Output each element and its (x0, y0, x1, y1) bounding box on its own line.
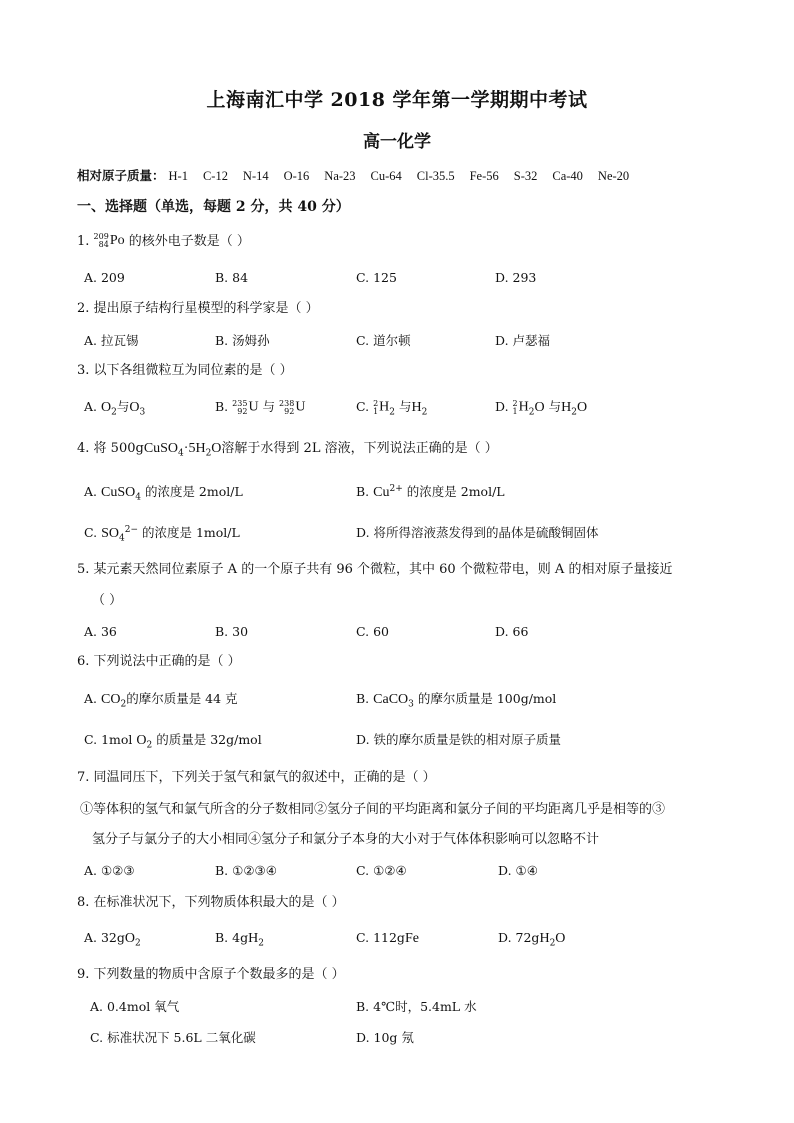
option-text: 的摩尔质量是 100g/mol (417, 691, 557, 706)
option-c: C. 125 (356, 270, 397, 285)
element-symbol: H (518, 399, 529, 415)
nuclide-h2 (373, 398, 389, 417)
option-d: D. ①④ (498, 863, 538, 878)
option-a: A. 209 (84, 270, 125, 285)
question-6-stem: 6. 下列说法中正确的是（ ） (77, 654, 241, 669)
option-b (215, 398, 305, 417)
atomic-number: 92 (237, 406, 248, 416)
option-label: A. (84, 484, 98, 499)
formula: SO (101, 526, 119, 541)
formula: H (539, 931, 550, 946)
option-label: B. (356, 691, 370, 706)
option-b (356, 483, 505, 502)
option-text: A. 32g (84, 930, 125, 945)
option-d: D. 10g 氖 (356, 1030, 414, 1045)
question-1-stem (77, 232, 250, 251)
subscript: 2 (135, 938, 141, 949)
formula: CuSO (143, 441, 179, 456)
question-number: 1. (77, 233, 90, 249)
option-text: 的摩尔质量是 44 克 (126, 691, 238, 706)
mass-number: 209 (93, 232, 109, 241)
option-a (84, 690, 238, 709)
option-text: D. 72g (498, 930, 540, 945)
atomic-mass-item: C-12 (202, 169, 228, 183)
subscript: 3 (408, 699, 414, 710)
subscript: 4 (178, 448, 184, 459)
atomic-mass-item: Ne-20 (597, 169, 630, 183)
option-label: C. (84, 525, 98, 540)
element-symbol: H (379, 399, 390, 415)
atomic-number: 92 (284, 406, 295, 416)
option-text: B. 4g (215, 930, 249, 945)
atomic-number: 1 (512, 406, 518, 416)
atomic-number: 1 (373, 406, 379, 416)
subscript: 2 (146, 740, 153, 751)
option-d: D. 293 (495, 270, 537, 285)
nuclide-po (94, 232, 125, 251)
question-3-stem: 3. 以下各组微粒互为同位素的是（ ） (77, 363, 293, 378)
nuclide-u235 (232, 398, 258, 417)
formula: H (248, 931, 259, 946)
option-label: C. 1mol (84, 732, 133, 747)
option-label: B. (215, 399, 229, 414)
subscript: 2 (528, 407, 535, 418)
question-5-continuation: （ ） (92, 593, 123, 608)
exam-title: 上海南汇中学 2018 学年第一学期期中考试 (206, 89, 588, 111)
option-d (498, 929, 565, 948)
option-label: B. (356, 484, 370, 499)
option-label: A. (84, 691, 98, 706)
formula: CO (101, 692, 121, 707)
option-b: B. 30 (215, 624, 249, 639)
element-symbol: Po (109, 233, 125, 248)
subscript: 2 (205, 448, 212, 459)
formula: CuSO (101, 485, 136, 500)
option-a (84, 398, 145, 417)
option-a: A. 36 (84, 624, 117, 639)
connector-text: 与 (262, 399, 276, 414)
option-a (84, 929, 141, 948)
mass-number: 2 (373, 398, 379, 408)
option-a (84, 483, 243, 502)
atomic-mass-item: N-14 (242, 169, 269, 183)
formula: O (129, 400, 140, 415)
option-b: B. 4℃时，5.4mL 水 (356, 999, 477, 1014)
subscript: 2 (389, 407, 396, 418)
connector-text: 与 (548, 399, 562, 414)
atomic-number: 84 (98, 240, 109, 249)
subscript: 2 (549, 938, 556, 949)
option-b: B. 84 (215, 270, 249, 285)
formula: Cu (373, 485, 390, 500)
nuclide-u238 (279, 398, 305, 417)
option-text: 的质量是 32g/mol (156, 732, 262, 747)
text-segment: 4. 将 500g (77, 441, 144, 456)
question-7-stem: 7. 同温同压下，下列关于氢气和氯气的叙述中，正确的是（ ） (77, 770, 436, 785)
atomic-mass-item: H-1 (168, 169, 188, 183)
formula: O (211, 441, 222, 456)
option-label: D. (495, 399, 509, 414)
option-c (84, 524, 240, 543)
option-d: D. 将所得溶液蒸发得到的晶体是硫酸铜固体 (356, 525, 599, 540)
connector-text: 与 (116, 399, 130, 414)
element-symbol: U (295, 399, 306, 415)
nuclide-h2 (513, 398, 529, 417)
option-d: D. 铁的摩尔质量是铁的相对原子质量 (356, 732, 562, 747)
exam-subtitle: 高一化学 (363, 132, 431, 152)
formula: O (576, 400, 588, 415)
subscript: 2 (421, 407, 428, 418)
atomic-mass-item: Cu-64 (370, 169, 402, 183)
option-c (356, 398, 427, 417)
subscript: 2 (120, 699, 127, 710)
option-d: D. 66 (495, 624, 529, 639)
atomic-mass-label: 相对原子质量： (77, 168, 165, 183)
option-b: B. ①②③④ (215, 863, 277, 878)
atomic-mass-line (77, 166, 640, 184)
atomic-mass-item: Cl-35.5 (416, 169, 455, 183)
option-d: D. 卢瑟福 (495, 333, 551, 348)
question-8-stem: 8. 在标准状况下，下列物质体积最大的是（ ） (77, 895, 345, 910)
option-c: C. 60 (356, 624, 389, 639)
atomic-mass-item: S-32 (513, 169, 538, 183)
question-9-stem: 9. 下列数量的物质中含原子个数最多的是（ ） (77, 967, 345, 982)
mass-number: 235 (232, 398, 248, 408)
option-text: 的浓度是 2mol/L (144, 484, 243, 499)
subscript: 2 (111, 407, 117, 418)
option-c (84, 731, 262, 750)
option-c: C. 标准状况下 5.6L 二氧化碳 (90, 1030, 256, 1045)
atomic-mass-item: O-16 (283, 169, 310, 183)
option-d (495, 398, 587, 417)
question-7-statements-line-1: ①等体积的氢气和氯气所含的分子数相同②氢分子间的平均距离和氯分子间的平均距离几乎是相等的③ (80, 802, 666, 817)
option-c: C. 道尔顿 (356, 333, 411, 348)
option-a: A. 0.4mol 氧气 (90, 999, 180, 1014)
question-5-stem: 5. 某元素天然同位素原子 A 的一个原子共有 96 个微粒，其中 60 个微粒带电，则 A 的相对原子量接近 (77, 562, 673, 577)
option-a: A. ①②③ (84, 863, 135, 878)
text-segment: 溶解于水得到 2L 溶液，下列说法正确的是（ ） (221, 441, 498, 456)
option-a: A. 拉瓦锡 (84, 333, 139, 348)
option-label: A. (84, 399, 98, 414)
element-symbol: U (248, 399, 259, 415)
mass-number: 238 (279, 398, 295, 408)
subscript: 3 (139, 407, 146, 418)
atomic-mass-item: Fe-56 (469, 169, 499, 183)
formula: ·5H (183, 441, 206, 456)
atomic-mass-item: Na-23 (324, 169, 356, 183)
atomic-mass-item: Ca-40 (552, 169, 583, 183)
formula: O (534, 400, 545, 415)
formula: H (411, 400, 422, 415)
subscript: 2 (571, 407, 577, 418)
option-c (356, 929, 419, 948)
formula: O (555, 931, 566, 946)
option-b (356, 690, 556, 709)
mass-number: 2 (512, 398, 518, 408)
question-2-stem: 2. 提出原子结构行星模型的科学家是（ ） (77, 301, 319, 316)
formula: H (561, 400, 572, 415)
question-7-statements-line-2: 氢分子与氯分子的大小相同④氢分子和氯分子本身的大小对于气体体积影响可以忽略不计 (92, 832, 600, 847)
subscript: 4 (135, 492, 141, 503)
option-c: C. ①②④ (356, 863, 407, 878)
connector-text: 与 (399, 399, 412, 414)
subscript: 2 (258, 938, 264, 949)
formula: CaCO (373, 692, 409, 707)
option-text: C. 112g (356, 930, 405, 945)
formula: Fe (404, 931, 419, 946)
superscript: 2+ (389, 483, 403, 494)
option-b: B. 汤姆孙 (215, 333, 270, 348)
section-heading: 一、选择题（单选，每题 2 分，共 40 分） (77, 199, 350, 215)
formula: O (136, 733, 147, 748)
question-text: 的核外电子数是（ ） (128, 233, 250, 249)
formula: O (124, 931, 136, 946)
option-b (215, 929, 264, 948)
option-text: 的浓度是 1mol/L (141, 525, 240, 540)
question-4-stem (77, 440, 498, 458)
formula: O (101, 400, 112, 415)
subscript: 4 (118, 533, 125, 544)
option-text: 的浓度是 2mol/L (406, 484, 505, 499)
superscript: 2− (124, 524, 138, 535)
option-label: C. (356, 399, 370, 414)
